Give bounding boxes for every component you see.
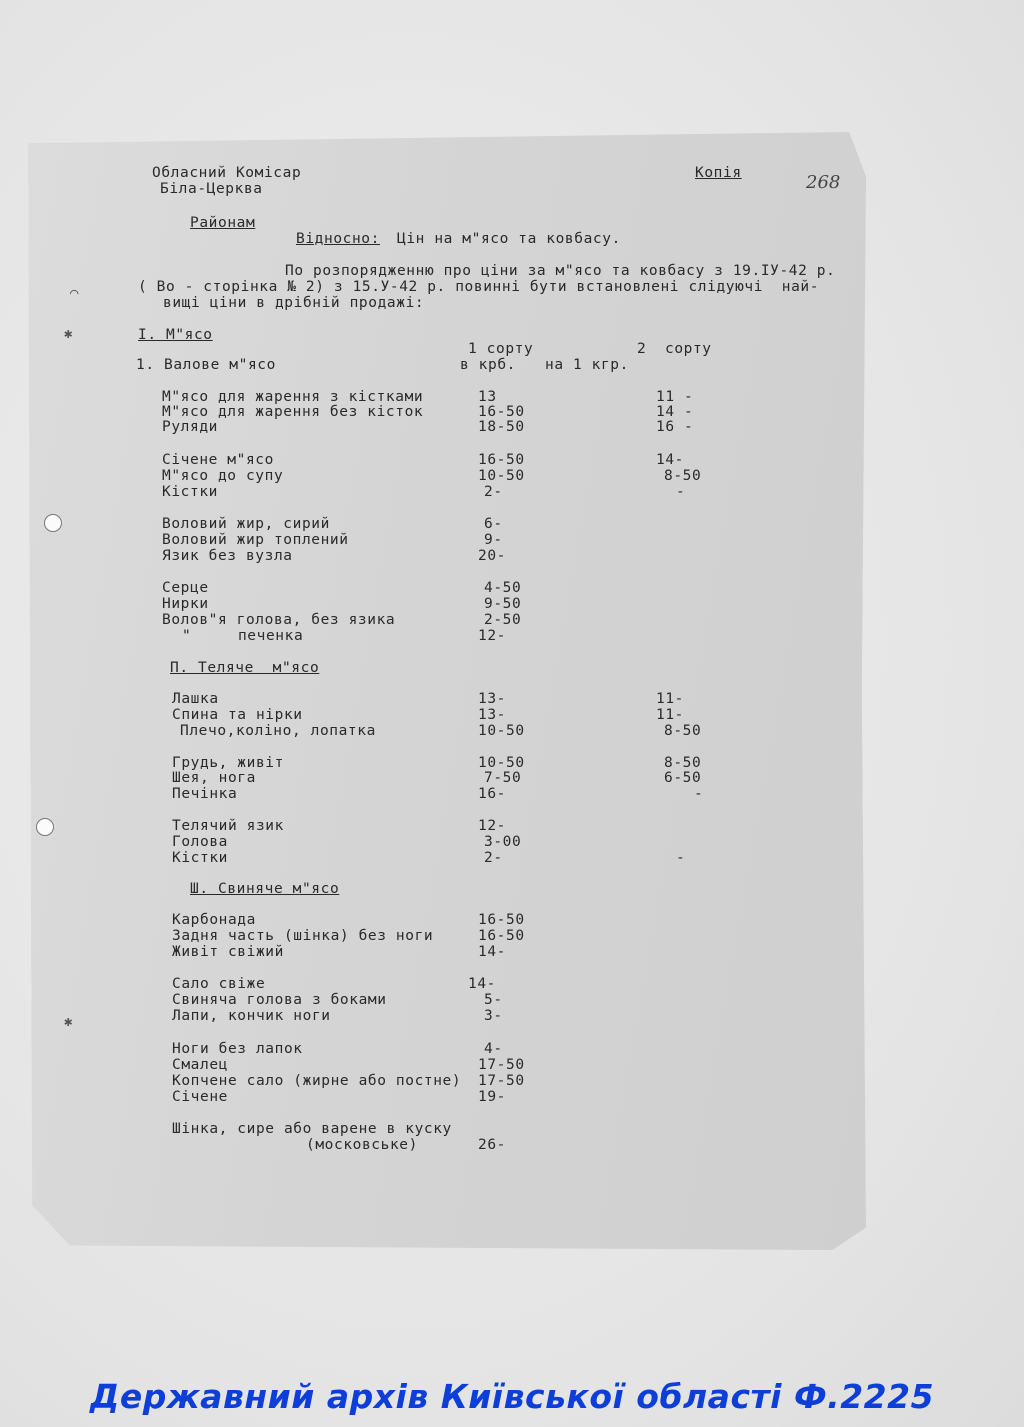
punch-hole-bottom <box>36 818 54 836</box>
margin-mark-icon: ✱ <box>64 326 73 342</box>
price-grade-1: 13 <box>478 389 497 405</box>
grade-1-header: 1 сорту <box>468 341 534 357</box>
price-grade-1: 17-50 <box>478 1057 525 1073</box>
item-name: Воловий жир топлений <box>162 532 349 548</box>
item-name: Телячий язик <box>172 818 284 834</box>
price-grade-1: 10-50 <box>478 755 525 771</box>
price-grade-1: 2-50 <box>484 612 522 628</box>
margin-mark-icon: ⌒ <box>70 285 79 301</box>
price-grade-2: 11- <box>656 707 684 723</box>
copy-label: Копія <box>695 165 742 181</box>
price-grade-1: 4-50 <box>484 580 522 596</box>
price-grade-1: 5- <box>484 992 503 1008</box>
item-name: Кістки <box>162 484 218 500</box>
margin-mark-icon: ✱ <box>64 1014 73 1030</box>
price-grade-1: 10-50 <box>478 468 525 484</box>
item-name: Сало свіже <box>172 976 266 992</box>
price-grade-2: - <box>676 484 686 500</box>
price-grade-2: 11- <box>656 691 684 707</box>
price-grade-1: 12- <box>478 628 506 644</box>
price-grade-1: 6- <box>484 516 503 532</box>
price-grade-1: 9-50 <box>484 596 522 612</box>
price-grade-1: 14- <box>468 976 496 992</box>
price-grade-1: 2- <box>484 850 503 866</box>
item-name: Грудь, живіт <box>172 755 284 771</box>
item-name: Нирки <box>162 596 209 612</box>
price-grade-2: 14- <box>656 452 684 468</box>
item-name: Спина та нірки <box>172 707 303 723</box>
currency-header: в крб. <box>460 357 516 373</box>
item-name: Свиняча голова з боками <box>172 992 387 1008</box>
item-name: М"ясо до супу <box>162 468 284 484</box>
price-grade-2: 8-50 <box>664 723 702 739</box>
item-name: Плечо,коліно, лопатка <box>180 723 376 739</box>
item-name: Лашка <box>172 691 219 707</box>
price-grade-2: 16 - <box>656 419 694 435</box>
price-grade-1: 7-50 <box>484 770 522 786</box>
item-name: Живіт свіжий <box>172 944 284 960</box>
item-name: Кістки <box>172 850 228 866</box>
price-grade-1: 17-50 <box>478 1073 525 1089</box>
price-grade-1: 10-50 <box>478 723 525 739</box>
price-grade-2: - <box>694 786 704 802</box>
section-pork: Ш. Свиняче м"ясо <box>190 881 340 897</box>
item-name: " печенка <box>182 628 304 644</box>
regarding-label: Відносно: <box>296 231 380 247</box>
section-veal: П. Теляче м"ясо <box>170 660 320 676</box>
item-name: Голова <box>172 834 228 850</box>
intro-line-1: По розпорядженню про ціни за м"ясо та ковбасу з 19.IУ-42 р. <box>285 263 836 279</box>
price-grade-2: 8-50 <box>664 468 702 484</box>
item-name: Шея, нога <box>172 770 256 786</box>
price-grade-1: 3- <box>484 1008 503 1024</box>
item-name: М"ясо для жарення з кістками <box>162 389 424 405</box>
regarding-text: Цін на м"ясо та ковбасу. <box>397 231 621 247</box>
item-name: Карбонада <box>172 912 256 928</box>
addressee: Районам <box>190 215 256 231</box>
item-name: Шінка, сире або варене в куску <box>172 1121 452 1137</box>
price-grade-2: 8-50 <box>664 755 702 771</box>
item-name: Задня часть (шінка) без ноги <box>172 928 434 944</box>
price-grade-2: 11 - <box>656 389 694 405</box>
item-name: М"ясо для жарення без кісток <box>162 404 424 420</box>
intro-line-3: вищі ціни в дрібній продажі: <box>163 295 425 311</box>
item-name: Січене <box>172 1089 228 1105</box>
intro-line-2: ( Во - сторінка № 2) з 15.У-42 р. повинні бути встановлені слідуючі най- <box>138 279 820 295</box>
price-grade-1: 20- <box>478 548 506 564</box>
price-grade-1: 16- <box>478 786 506 802</box>
item-name: Руляди <box>162 419 218 435</box>
punch-hole-top <box>44 514 62 532</box>
item-name: Волов"я голова, без язика <box>162 612 396 628</box>
item-name: Ноги без лапок <box>172 1041 303 1057</box>
price-grade-1: 2- <box>484 484 503 500</box>
price-grade-1: 16-50 <box>478 912 525 928</box>
price-grade-1: 16-50 <box>478 452 525 468</box>
price-grade-1: 4- <box>484 1041 503 1057</box>
price-grade-1: 13- <box>478 707 506 723</box>
item-name: Печінка <box>172 786 238 802</box>
page-number-handwritten: 268 <box>806 172 841 193</box>
price-grade-1: 16-50 <box>478 404 525 420</box>
grade-2-header: 2 сорту <box>637 341 712 357</box>
item-name: Смалец <box>172 1057 228 1073</box>
price-grade-1: 12- <box>478 818 506 834</box>
price-grade-2: - <box>676 850 686 866</box>
item-name: Січене м"ясо <box>162 452 274 468</box>
item-name: Серце <box>162 580 209 596</box>
price-grade-2: 14 - <box>656 404 694 420</box>
price-grade-1: 14- <box>478 944 506 960</box>
section-meat: I. М"ясо <box>138 327 213 343</box>
archive-caption: Державний архів Київської області Ф.2225 <box>89 1377 935 1416</box>
item-name: Копчене сало (жирне або постне) <box>172 1073 462 1089</box>
price-grade-1: 19- <box>478 1089 506 1105</box>
commissar-line-2: Біла-Церква <box>160 181 263 197</box>
subsection-beef: 1. Валове м"ясо <box>136 357 276 373</box>
price-grade-1: 18-50 <box>478 419 525 435</box>
price-grade-1: 26- <box>478 1137 506 1153</box>
price-grade-1: 9- <box>484 532 503 548</box>
price-grade-1: 3-00 <box>484 834 522 850</box>
price-grade-2: 6-50 <box>664 770 702 786</box>
item-name: Лапи, кончик ноги <box>172 1008 331 1024</box>
price-grade-1: 16-50 <box>478 928 525 944</box>
commissar-line-1: Обласний Комісар <box>152 165 302 181</box>
item-name: Язик без вузла <box>162 548 293 564</box>
price-grade-1: 13- <box>478 691 506 707</box>
item-name: (московське) <box>306 1137 418 1153</box>
item-name: Воловий жир, сирий <box>162 516 330 532</box>
per-kg-header: на 1 кгр. <box>545 357 629 373</box>
